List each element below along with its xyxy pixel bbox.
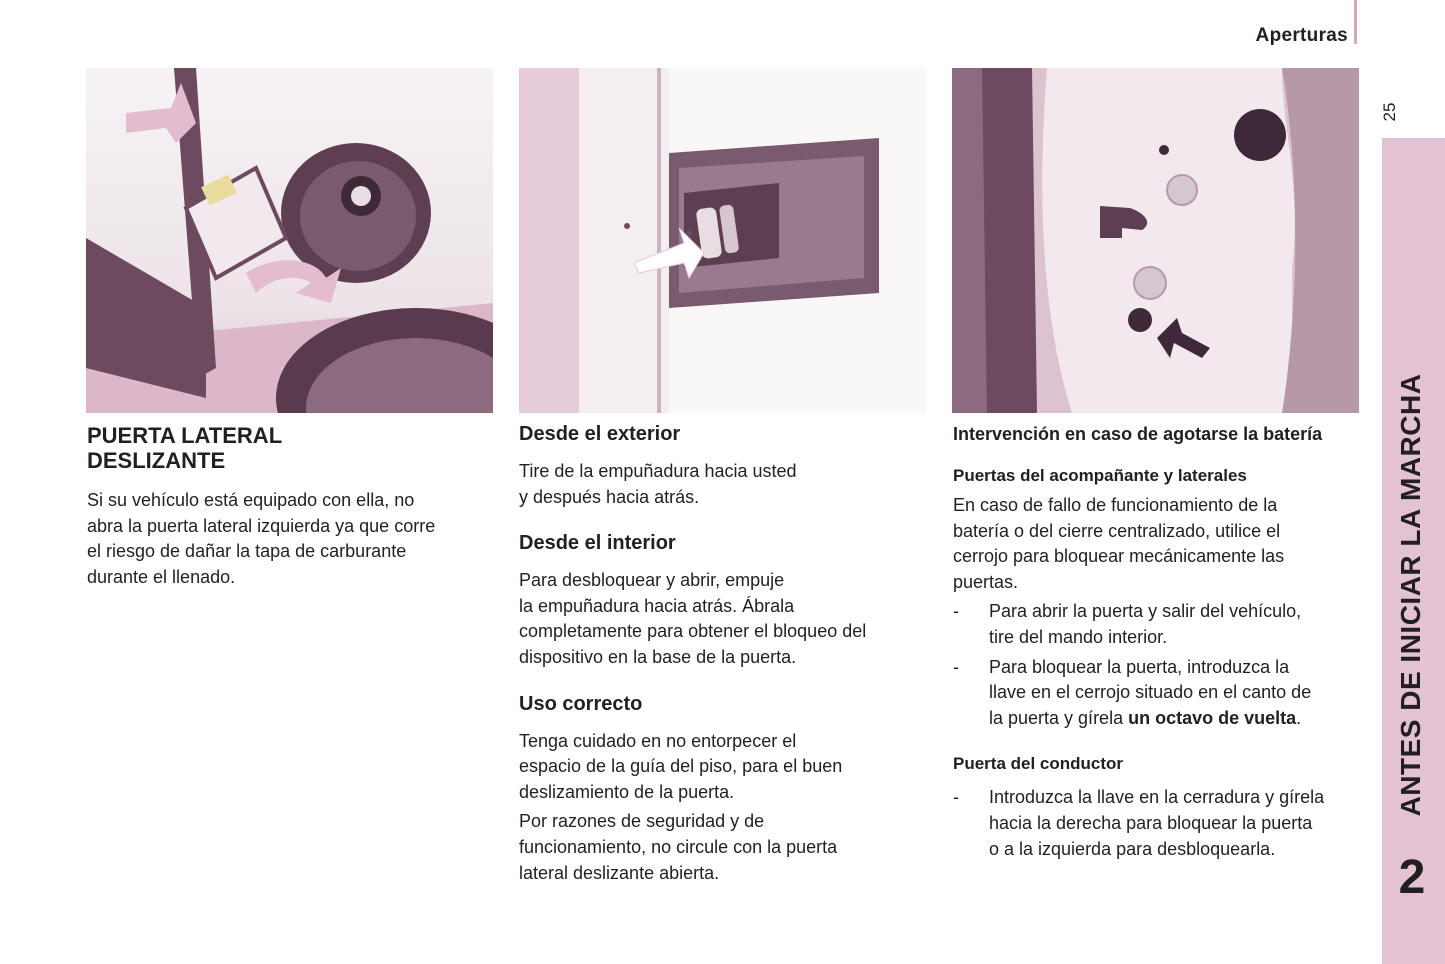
chapter-title-text: ANTES DE INICIAR LA MARCHA [1395,373,1426,817]
column-door-operation [519,423,929,886]
heading-correct-use: Uso correcto [519,692,643,715]
fuel-flap-illustration-icon [86,68,493,413]
bullet-dash: - [953,787,959,808]
section-title: Aperturas [1255,25,1348,46]
bullet-dash: - [953,601,959,622]
header-divider [1354,0,1357,44]
interior-text: Para desbloquear y abrir, empuje la empuñadura hacia atrás. Ábrala completamente para obtener el bloqueo del dispositivo en la base de la puerta. [519,570,867,667]
bullet-dash: - [953,656,959,677]
section-heading-sliding-door [87,423,492,473]
passenger-doors-text: En caso de fallo de funcionamiento de la batería o del cierre centralizado, utilice el cerrojo para bloquear mecánicamente las puertas. [953,495,1285,592]
page-number [1378,100,1402,124]
heading-interior: Desde el interior [519,532,676,555]
bullet-text: Introduzca la llave en la cerradura y gírela hacia la derecha para bloquear la puerta o a la izquierda para desbloquearla. [989,787,1325,859]
bullet-emphasis: un octavo de vuelta [1128,707,1297,728]
heading-exterior: Desde el exterior [519,423,681,445]
heading-line-2: DESLIZANTE [87,448,226,473]
column-sliding-door [87,423,492,590]
bullet-text: Para abrir la puerta y salir del vehículo, tire del mando interior. [989,601,1302,647]
subheading-passenger-doors: Puertas del acompañante y laterales [953,466,1247,485]
page-number-text: 25 [1380,102,1399,122]
chapter-number: 2 [1398,851,1426,904]
bullet-text: Para bloquear la puerta, introduzca la llave en el cerrojo situado en el canto de la puerta y gírela [989,656,1312,728]
column-battery-failure [953,423,1363,862]
door-lock-illustration-icon [952,68,1359,413]
list-item [953,655,1363,732]
correct-use-text-1: Tenga cuidado en no entorpecer el espacio de la guía del piso, para el buen deslizamiento de la puerta. [519,730,843,802]
list-item [953,785,1363,862]
sliding-door-warning-text: Si su vehículo está equipado con ella, no abra la puerta lateral izquierda ya que corre el riesgo de dañar la tapa de carburante durante el llenado. [87,490,436,587]
list-item [953,599,1363,650]
subheading-driver-door: Puerta del conductor [953,754,1124,774]
chapter-title [1381,360,1441,830]
heading-battery-failure: Intervención en caso de agotarse la batería [953,424,1323,444]
heading-line-1: PUERTA LATERAL [87,423,283,448]
sliding-door-handle-illustration-icon [519,68,926,413]
exterior-text: Tire de la empuñadura hacia usted y después hacia atrás. [519,461,797,507]
bullet-end: . [1296,707,1302,728]
correct-use-text-2: Por razones de seguridad y de funcionamiento, no circule con la puerta lateral deslizante abierta. [519,811,838,883]
